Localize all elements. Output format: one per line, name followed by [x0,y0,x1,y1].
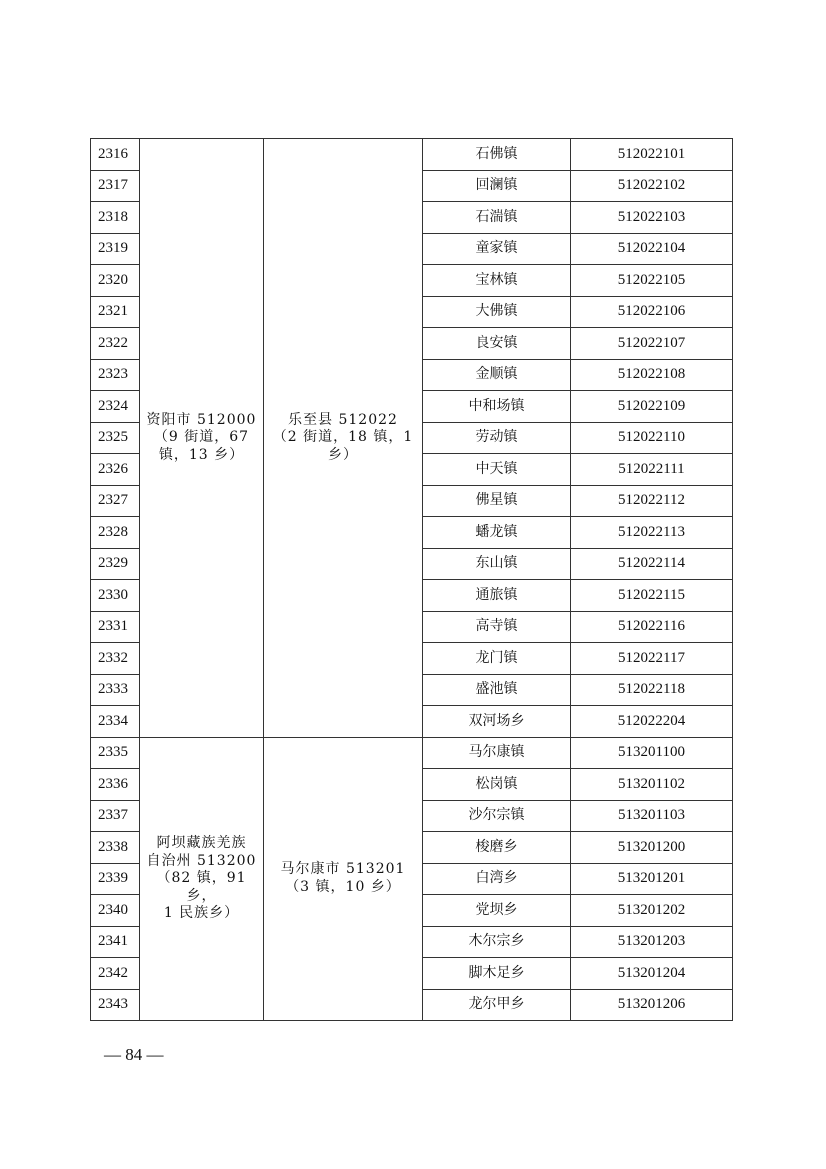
city-cell [140,139,264,738]
town-name: 良安镇 [423,328,571,360]
town-name: 通旅镇 [423,580,571,612]
division-code: 513201203 [571,926,733,958]
table-body [91,139,733,1021]
town-name: 松岗镇 [423,769,571,801]
row-number: 2322 [91,328,140,360]
row-number: 2332 [91,643,140,675]
city-cell-line: （9 街道，67 [153,429,250,445]
town-name: 金顺镇 [423,359,571,391]
town-name: 大佛镇 [423,296,571,328]
row-number: 2327 [91,485,140,517]
town-name: 童家镇 [423,233,571,265]
town-name: 石湍镇 [423,202,571,234]
town-name: 东山镇 [423,548,571,580]
row-number: 2329 [91,548,140,580]
division-code: 512022204 [571,706,733,738]
town-name: 脚木足乡 [423,958,571,990]
city-cell-line: 阿坝藏族羌族 [156,835,247,851]
division-code: 513201206 [571,989,733,1021]
row-number: 2325 [91,422,140,454]
division-code: 512022111 [571,454,733,486]
county-cell-line: （3 镇，10 乡） [285,878,401,895]
row-number: 2331 [91,611,140,643]
page-number: — 84 — [104,1045,164,1064]
county-cell-line: 乡） [328,446,358,463]
row-number: 2317 [91,170,140,202]
table-row [91,139,733,171]
division-code: 513201103 [571,800,733,832]
division-code: 512022113 [571,517,733,549]
row-number: 2336 [91,769,140,801]
row-number: 2323 [91,359,140,391]
row-number: 2321 [91,296,140,328]
row-number: 2343 [91,989,140,1021]
town-name: 中天镇 [423,454,571,486]
row-number: 2316 [91,139,140,171]
division-code: 513201102 [571,769,733,801]
division-code: 513201200 [571,832,733,864]
division-code: 513201204 [571,958,733,990]
town-name: 盛池镇 [423,674,571,706]
row-number: 2333 [91,674,140,706]
city-cell [140,737,264,1021]
row-number: 2320 [91,265,140,297]
division-code: 512022107 [571,328,733,360]
row-number: 2334 [91,706,140,738]
row-number: 2338 [91,832,140,864]
division-code: 512022106 [571,296,733,328]
division-code: 512022104 [571,233,733,265]
row-number: 2337 [91,800,140,832]
city-cell-line: （82 镇，91 乡， [156,870,247,904]
row-number: 2326 [91,454,140,486]
town-name: 回澜镇 [423,170,571,202]
division-code: 512022117 [571,643,733,675]
county-cell [264,737,423,1021]
row-number: 2324 [91,391,140,423]
division-code: 512022116 [571,611,733,643]
town-name: 梭磨乡 [423,832,571,864]
row-number: 2340 [91,895,140,927]
row-number: 2319 [91,233,140,265]
town-name: 马尔康镇 [423,737,571,769]
division-code: 513201202 [571,895,733,927]
county-cell-line: 乐至县 512022 [288,411,398,428]
division-code: 512022114 [571,548,733,580]
town-name: 龙门镇 [423,643,571,675]
town-name: 中和场镇 [423,391,571,423]
town-name: 沙尔宗镇 [423,800,571,832]
division-code: 512022115 [571,580,733,612]
city-cell-line: 资阳市 512000 [146,411,257,428]
division-code: 512022102 [571,170,733,202]
division-code-table [90,138,733,1021]
town-name: 石佛镇 [423,139,571,171]
row-number: 2318 [91,202,140,234]
division-code: 512022101 [571,139,733,171]
town-name: 双河场乡 [423,706,571,738]
row-number: 2330 [91,580,140,612]
county-cell [264,139,423,738]
division-code: 512022105 [571,265,733,297]
town-name: 宝林镇 [423,265,571,297]
town-name: 白湾乡 [423,863,571,895]
division-code: 513201201 [571,863,733,895]
town-name: 木尔宗乡 [423,926,571,958]
town-name: 劳动镇 [423,422,571,454]
row-number: 2339 [91,863,140,895]
division-code: 512022112 [571,485,733,517]
town-name: 党坝乡 [423,895,571,927]
town-name: 蟠龙镇 [423,517,571,549]
town-name: 龙尔甲乡 [423,989,571,1021]
division-code: 512022118 [571,674,733,706]
town-name: 高寺镇 [423,611,571,643]
division-code: 512022103 [571,202,733,234]
row-number: 2335 [91,737,140,769]
city-cell-line: 1 民族乡） [163,905,240,921]
row-number: 2342 [91,958,140,990]
county-cell-line: （2 街道，18 镇，1 [272,429,414,445]
city-cell-line: 自治州 513200 [146,852,257,869]
division-code: 512022108 [571,359,733,391]
city-cell-line: 镇，13 乡） [158,446,245,463]
table-row [91,737,733,769]
division-code: 512022110 [571,422,733,454]
division-code: 512022109 [571,391,733,423]
county-cell-line: 马尔康市 513201 [280,861,406,878]
row-number: 2341 [91,926,140,958]
division-code: 513201100 [571,737,733,769]
town-name: 佛星镇 [423,485,571,517]
row-number: 2328 [91,517,140,549]
